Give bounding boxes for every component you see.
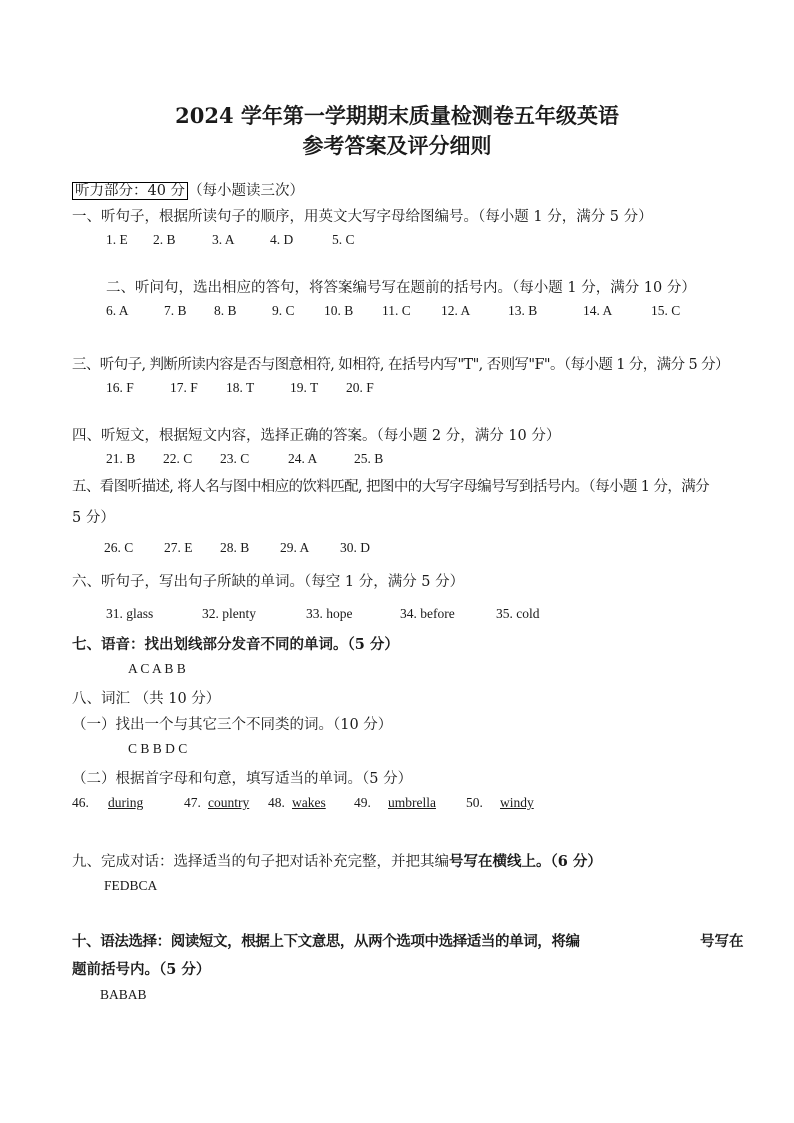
- answer-item: 23. C: [220, 451, 250, 466]
- section-5-heading: 五、看图听描述, 将人名与图中相应的饮料匹配, 把图中的大写字母编号写到括号内。（每小题 1 分，满分: [72, 479, 710, 495]
- answer-item: 30. D: [340, 540, 370, 555]
- answer-item: 10. B: [324, 303, 354, 318]
- section-7-heading: 七、语音：找出划线部分发音不同的单词。（5 分）: [72, 636, 399, 653]
- answer-item: 12. A: [441, 303, 471, 318]
- section-10-heading-part1: 十、语法选择：阅读短文，根据上下文意思，从两个选项中选择适当的单词，将编: [72, 933, 580, 950]
- answer-number: 46.: [72, 795, 89, 810]
- answer-item: 6. A: [106, 303, 129, 318]
- section-9-heading: [72, 850, 602, 871]
- answer-item: 28. B: [220, 540, 250, 555]
- answer-item: 2. B: [153, 232, 176, 247]
- section-1-heading: 一、听句子，根据所读句子的顺序，用英文大写字母给图编号。（每小题 1 分，满分 5 分）: [72, 209, 653, 225]
- section-8-sub2-heading: （二）根据首字母和句意，填写适当的单词。（5 分）: [72, 771, 413, 787]
- answer-item: 20. F: [346, 380, 374, 395]
- answer-item: 4. D: [270, 232, 294, 247]
- fill-in-word: country: [208, 795, 250, 810]
- section-9-heading-part1: 九、完成对话：选择适当的句子把对话补充完整，并把其编: [72, 854, 449, 870]
- section-8-heading: 八、词汇 （共 10 分）: [72, 691, 221, 707]
- fill-in-word: wakes: [292, 795, 326, 810]
- listening-score-box: 听力部分：40 分: [72, 182, 188, 200]
- section-6-heading: 六、听句子，写出句子所缺的单词。（每空 1 分，满分 5 分）: [72, 574, 465, 590]
- section-4-heading: 四、听短文，根据短文内容，选择正确的答案。（每小题 2 分，满分 10 分）: [72, 428, 561, 444]
- answer-item: 29. A: [280, 540, 310, 555]
- answer-item: 24. A: [288, 451, 318, 466]
- answer-item: 7. B: [164, 303, 187, 318]
- answer-item: 34. before: [400, 606, 455, 621]
- answer-item: 31. glass: [106, 606, 154, 621]
- listening-note: （每小题读三次）: [188, 183, 305, 199]
- answer-item: 16. F: [106, 380, 134, 395]
- answer-item: 5. C: [332, 232, 355, 247]
- section-9-heading-part2: 号写在横线上。（6 分）: [449, 853, 602, 870]
- doc-title-line2: 参考答案及评分细则: [302, 133, 492, 158]
- fill-in-word: windy: [500, 795, 534, 810]
- answer-item: 8. B: [214, 303, 237, 318]
- answer-item: 26. C: [104, 540, 134, 555]
- answer-item: 21. B: [106, 451, 136, 466]
- section-7-answer: A C A B B: [128, 661, 186, 676]
- answer-item: 3. A: [212, 232, 235, 247]
- answer-item: 11. C: [382, 303, 411, 318]
- section-8-sub1-heading: （一）找出一个与其它三个不同类的词。（10 分）: [72, 717, 393, 733]
- listening-header: [72, 179, 304, 200]
- section-10-answer: BABAB: [100, 987, 147, 1002]
- answer-item: 22. C: [163, 451, 193, 466]
- section-10-heading-cont: 题前括号内。（5 分）: [72, 961, 211, 978]
- answer-number: 47.: [184, 795, 201, 810]
- answer-number: 48.: [268, 795, 285, 810]
- answer-item: 33. hope: [306, 606, 353, 621]
- answer-number: 49.: [354, 795, 371, 810]
- answer-item: 15. C: [651, 303, 681, 318]
- section-9-answer: FEDBCA: [104, 878, 158, 893]
- answer-number: 50.: [466, 795, 483, 810]
- answer-item: 1. E: [106, 232, 128, 247]
- answer-item: 27. E: [164, 540, 193, 555]
- answer-item: 25. B: [354, 451, 384, 466]
- section-3-heading: 三、听句子, 判断所读内容是否与图意相符, 如相符, 在括号内写"T", 否则写"F"。（每小题 1 分，满分 5 分）: [72, 357, 729, 373]
- fill-in-word: umbrella: [388, 795, 436, 810]
- fill-in-word: during: [108, 795, 144, 810]
- answer-item: 19. T: [290, 380, 319, 395]
- section-8-sub1-answer: C B B D C: [128, 741, 188, 756]
- section-2-heading: 二、听问句，选出相应的答句，将答案编号写在题前的括号内。（每小题 1 分，满分 10 分）: [106, 280, 696, 296]
- answer-item: 13. B: [508, 303, 538, 318]
- answer-item: 17. F: [170, 380, 198, 395]
- answer-item: 14. A: [583, 303, 613, 318]
- answer-item: 35. cold: [496, 606, 540, 621]
- doc-title-line1: 2024 学年第一学期期末质量检测卷五年级英语: [175, 103, 619, 128]
- answer-item: 18. T: [226, 380, 255, 395]
- section-10-heading-part2: 号写在: [700, 933, 744, 950]
- answer-item: 32. plenty: [202, 606, 256, 621]
- answer-item: 9. C: [272, 303, 295, 318]
- section-5-heading-cont: 5 分）: [72, 510, 115, 526]
